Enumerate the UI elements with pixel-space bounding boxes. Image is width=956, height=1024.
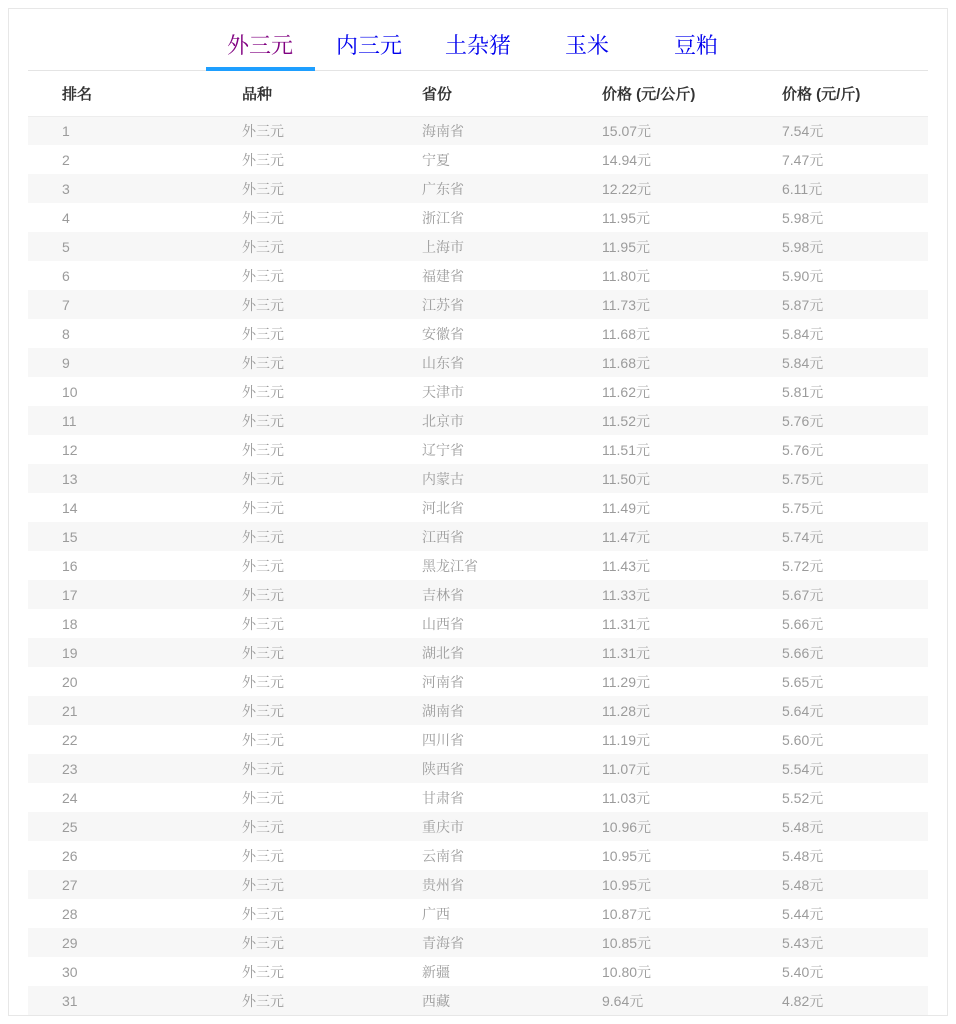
- price-per-jin-cell: 5.66元: [782, 615, 824, 632]
- price-per-kg-cell: 11.95元: [602, 209, 650, 226]
- variety-cell: 外三元: [242, 412, 284, 429]
- price-per-kg-cell: 12.22元: [602, 180, 652, 197]
- rank-cell: 2: [62, 151, 70, 168]
- province-cell: 浙江省: [422, 209, 464, 226]
- tab-variety-2[interactable]: 内三元: [335, 33, 402, 58]
- variety-cell: 外三元: [242, 296, 284, 313]
- rank-cell: 27: [62, 876, 78, 893]
- price-per-kg-cell: 11.31元: [602, 644, 650, 661]
- table-row: [28, 725, 928, 754]
- column-header-variety: 品种: [208, 71, 388, 116]
- province-cell: 江苏省: [422, 296, 464, 313]
- price-per-jin-cell: 5.48元: [782, 847, 824, 864]
- variety-cell: 外三元: [242, 151, 284, 168]
- province-cell: 西藏: [422, 992, 450, 1009]
- price-per-jin-cell: 5.87元: [782, 296, 824, 313]
- table-row: [28, 232, 928, 261]
- price-per-kg-cell: 10.80元: [602, 963, 652, 980]
- tab-variety-5[interactable]: 豆粕: [673, 33, 718, 58]
- price-per-kg-cell: 11.62元: [602, 383, 650, 400]
- province-cell: 江西省: [422, 528, 464, 545]
- price-per-jin-cell: 5.64元: [782, 702, 824, 719]
- variety-cell: 外三元: [242, 644, 284, 661]
- rank-cell: 6: [62, 267, 70, 284]
- table-row: [28, 319, 928, 348]
- table-row: [28, 870, 928, 899]
- price-per-jin-cell: 5.52元: [782, 789, 824, 806]
- price-per-jin-cell: 5.75元: [782, 499, 824, 516]
- table-row: [28, 522, 928, 551]
- price-per-jin-cell: 5.84元: [782, 354, 824, 371]
- variety-cell: 外三元: [242, 702, 284, 719]
- table-header: [28, 71, 928, 116]
- province-cell: 贵州省: [422, 876, 464, 893]
- rank-cell: 21: [62, 702, 78, 719]
- variety-cell: 外三元: [242, 847, 284, 864]
- table-row: [28, 261, 928, 290]
- variety-cell: 外三元: [242, 934, 284, 951]
- price-per-kg-cell: 11.51元: [602, 441, 650, 458]
- price-per-kg-cell: 11.73元: [602, 296, 650, 313]
- price-per-kg-cell: 11.68元: [602, 354, 650, 371]
- price-per-kg-cell: 10.95元: [602, 847, 652, 864]
- table-row: [28, 406, 928, 435]
- price-per-jin-cell: 5.74元: [782, 528, 824, 545]
- table-row: [28, 754, 928, 783]
- rank-cell: 28: [62, 905, 78, 922]
- province-cell: 宁夏: [422, 151, 450, 168]
- variety-cell: 外三元: [242, 180, 284, 197]
- variety-cell: 外三元: [242, 209, 284, 226]
- variety-cell: 外三元: [242, 789, 284, 806]
- rank-cell: 12: [62, 441, 78, 458]
- table-row: [28, 957, 928, 986]
- province-cell: 山东省: [422, 354, 464, 371]
- column-header-rank: 排名: [28, 71, 208, 116]
- variety-cell: 外三元: [242, 499, 284, 516]
- tab-variety-4[interactable]: 玉米: [564, 33, 609, 58]
- price-per-kg-cell: 11.52元: [602, 412, 650, 429]
- province-cell: 新疆: [422, 963, 450, 980]
- price-per-kg-cell: 10.87元: [602, 905, 652, 922]
- variety-cell: 外三元: [242, 470, 284, 487]
- variety-cell: 外三元: [242, 905, 284, 922]
- variety-tab-bar: [28, 9, 928, 71]
- rank-cell: 25: [62, 818, 78, 835]
- price-per-kg-cell: 10.96元: [602, 818, 652, 835]
- tab-variety-1[interactable]: 外三元: [206, 35, 315, 71]
- rank-cell: 1: [62, 122, 70, 139]
- table-row: [28, 580, 928, 609]
- price-per-jin-cell: 5.75元: [782, 470, 824, 487]
- province-cell: 广西: [422, 905, 450, 922]
- tab-variety-3[interactable]: 土杂猪: [444, 33, 511, 58]
- price-per-jin-cell: 4.82元: [782, 992, 824, 1009]
- table-row: [28, 986, 928, 1015]
- price-per-jin-cell: 5.67元: [782, 586, 824, 603]
- price-per-kg-cell: 11.49元: [602, 499, 650, 516]
- rank-cell: 19: [62, 644, 78, 661]
- rank-cell: 22: [62, 731, 78, 748]
- province-cell: 广东省: [422, 180, 464, 197]
- price-per-kg-cell: 11.19元: [602, 731, 650, 748]
- province-cell: 辽宁省: [422, 441, 464, 458]
- price-per-jin-cell: 5.44元: [782, 905, 824, 922]
- price-per-kg-cell: 11.33元: [602, 586, 650, 603]
- rank-cell: 7: [62, 296, 70, 313]
- price-per-kg-cell: 11.29元: [602, 673, 650, 690]
- variety-cell: 外三元: [242, 354, 284, 371]
- rank-cell: 31: [62, 992, 78, 1009]
- price-per-jin-cell: 5.40元: [782, 963, 824, 980]
- price-per-kg-cell: 11.43元: [602, 557, 650, 574]
- province-cell: 安徽省: [422, 325, 464, 342]
- province-cell: 甘肃省: [422, 789, 464, 806]
- province-cell: 内蒙古: [422, 470, 464, 487]
- variety-cell: 外三元: [242, 238, 284, 255]
- province-cell: 河南省: [422, 673, 464, 690]
- price-per-jin-cell: 5.54元: [782, 760, 824, 777]
- rank-cell: 10: [62, 383, 78, 400]
- price-per-kg-cell: 11.80元: [602, 267, 650, 284]
- price-per-jin-cell: 5.65元: [782, 673, 824, 690]
- province-cell: 天津市: [422, 383, 464, 400]
- rank-cell: 18: [62, 615, 78, 632]
- rank-cell: 9: [62, 354, 70, 371]
- price-per-jin-cell: 7.47元: [782, 151, 824, 168]
- table-body: [28, 116, 928, 1015]
- rank-cell: 29: [62, 934, 78, 951]
- variety-cell: 外三元: [242, 731, 284, 748]
- province-cell: 湖北省: [422, 644, 464, 661]
- price-per-kg-cell: 11.07元: [602, 760, 650, 777]
- variety-cell: 外三元: [242, 673, 284, 690]
- rank-cell: 30: [62, 963, 78, 980]
- rank-cell: 23: [62, 760, 78, 777]
- table-row: [28, 667, 928, 696]
- table-row: [28, 435, 928, 464]
- price-per-jin-cell: 5.90元: [782, 267, 824, 284]
- column-header-price-per-jin: 价格 (元/斤): [748, 71, 928, 116]
- price-per-jin-cell: 7.54元: [782, 122, 824, 139]
- variety-cell: 外三元: [242, 441, 284, 458]
- table-row: [28, 174, 928, 203]
- table-row: [28, 638, 928, 667]
- price-per-kg-cell: 11.95元: [602, 238, 650, 255]
- price-per-kg-cell: 11.50元: [602, 470, 650, 487]
- price-per-kg-cell: 11.31元: [602, 615, 650, 632]
- province-cell: 吉林省: [422, 586, 464, 603]
- table-row: [28, 203, 928, 232]
- price-per-kg-cell: 9.64元: [602, 992, 644, 1009]
- price-per-jin-cell: 5.48元: [782, 818, 824, 835]
- table-row: [28, 116, 928, 145]
- table-row: [28, 812, 928, 841]
- province-cell: 四川省: [422, 731, 464, 748]
- rank-cell: 20: [62, 673, 78, 690]
- table-row: [28, 841, 928, 870]
- table-row: [28, 464, 928, 493]
- table-row: [28, 551, 928, 580]
- price-per-jin-cell: 5.76元: [782, 441, 824, 458]
- province-cell: 湖南省: [422, 702, 464, 719]
- variety-cell: 外三元: [242, 122, 284, 139]
- table-row: [28, 696, 928, 725]
- table-row: [28, 928, 928, 957]
- column-header-province: 省份: [388, 71, 568, 116]
- table-row: [28, 493, 928, 522]
- variety-cell: 外三元: [242, 528, 284, 545]
- rank-cell: 14: [62, 499, 78, 516]
- column-header-price-per-kg: 价格 (元/公斤): [568, 71, 748, 116]
- province-cell: 山西省: [422, 615, 464, 632]
- province-cell: 福建省: [422, 267, 464, 284]
- table-row: [28, 609, 928, 638]
- rank-cell: 13: [62, 470, 78, 487]
- variety-cell: 外三元: [242, 383, 284, 400]
- province-cell: 海南省: [422, 122, 464, 139]
- rank-cell: 17: [62, 586, 78, 603]
- rank-cell: 5: [62, 238, 70, 255]
- table-row: [28, 899, 928, 928]
- price-per-jin-cell: 5.98元: [782, 209, 824, 226]
- variety-cell: 外三元: [242, 615, 284, 632]
- price-per-kg-cell: 15.07元: [602, 122, 652, 139]
- province-cell: 重庆市: [422, 818, 464, 835]
- rank-cell: 15: [62, 528, 78, 545]
- table-row: [28, 377, 928, 406]
- variety-cell: 外三元: [242, 992, 284, 1009]
- province-cell: 河北省: [422, 499, 464, 516]
- variety-cell: 外三元: [242, 557, 284, 574]
- price-per-jin-cell: 5.81元: [782, 383, 824, 400]
- variety-cell: 外三元: [242, 876, 284, 893]
- table-row: [28, 783, 928, 812]
- table-row: [28, 348, 928, 377]
- price-per-kg-cell: 10.95元: [602, 876, 652, 893]
- price-per-jin-cell: 5.76元: [782, 412, 824, 429]
- price-per-kg-cell: 10.85元: [602, 934, 652, 951]
- province-cell: 青海省: [422, 934, 464, 951]
- variety-cell: 外三元: [242, 963, 284, 980]
- price-per-kg-cell: 14.94元: [602, 151, 652, 168]
- variety-cell: 外三元: [242, 586, 284, 603]
- rank-cell: 11: [62, 412, 77, 429]
- province-cell: 陕西省: [422, 760, 464, 777]
- table-header-row: [28, 71, 928, 116]
- province-cell: 北京市: [422, 412, 464, 429]
- price-per-jin-cell: 5.66元: [782, 644, 824, 661]
- price-per-kg-cell: 11.03元: [602, 789, 650, 806]
- province-cell: 黑龙江省: [422, 557, 478, 574]
- table-row: [28, 290, 928, 319]
- price-per-kg-cell: 11.28元: [602, 702, 650, 719]
- price-per-jin-cell: 5.60元: [782, 731, 824, 748]
- price-per-jin-cell: 5.84元: [782, 325, 824, 342]
- rank-cell: 8: [62, 325, 70, 342]
- price-per-jin-cell: 6.11元: [782, 180, 823, 197]
- price-per-jin-cell: 5.72元: [782, 557, 824, 574]
- price-per-jin-cell: 5.48元: [782, 876, 824, 893]
- price-per-kg-cell: 11.68元: [602, 325, 650, 342]
- province-cell: 云南省: [422, 847, 464, 864]
- province-cell: 上海市: [422, 238, 464, 255]
- price-per-jin-cell: 5.43元: [782, 934, 824, 951]
- price-table: [28, 71, 928, 1015]
- variety-cell: 外三元: [242, 818, 284, 835]
- table-row: [28, 145, 928, 174]
- rank-cell: 26: [62, 847, 78, 864]
- rank-cell: 3: [62, 180, 70, 197]
- variety-cell: 外三元: [242, 267, 284, 284]
- rank-cell: 16: [62, 557, 78, 574]
- price-per-jin-cell: 5.98元: [782, 238, 824, 255]
- price-ranking-card: [8, 8, 948, 1016]
- variety-cell: 外三元: [242, 325, 284, 342]
- rank-cell: 24: [62, 789, 78, 806]
- rank-cell: 4: [62, 209, 70, 226]
- variety-cell: 外三元: [242, 760, 284, 777]
- price-per-kg-cell: 11.47元: [602, 528, 650, 545]
